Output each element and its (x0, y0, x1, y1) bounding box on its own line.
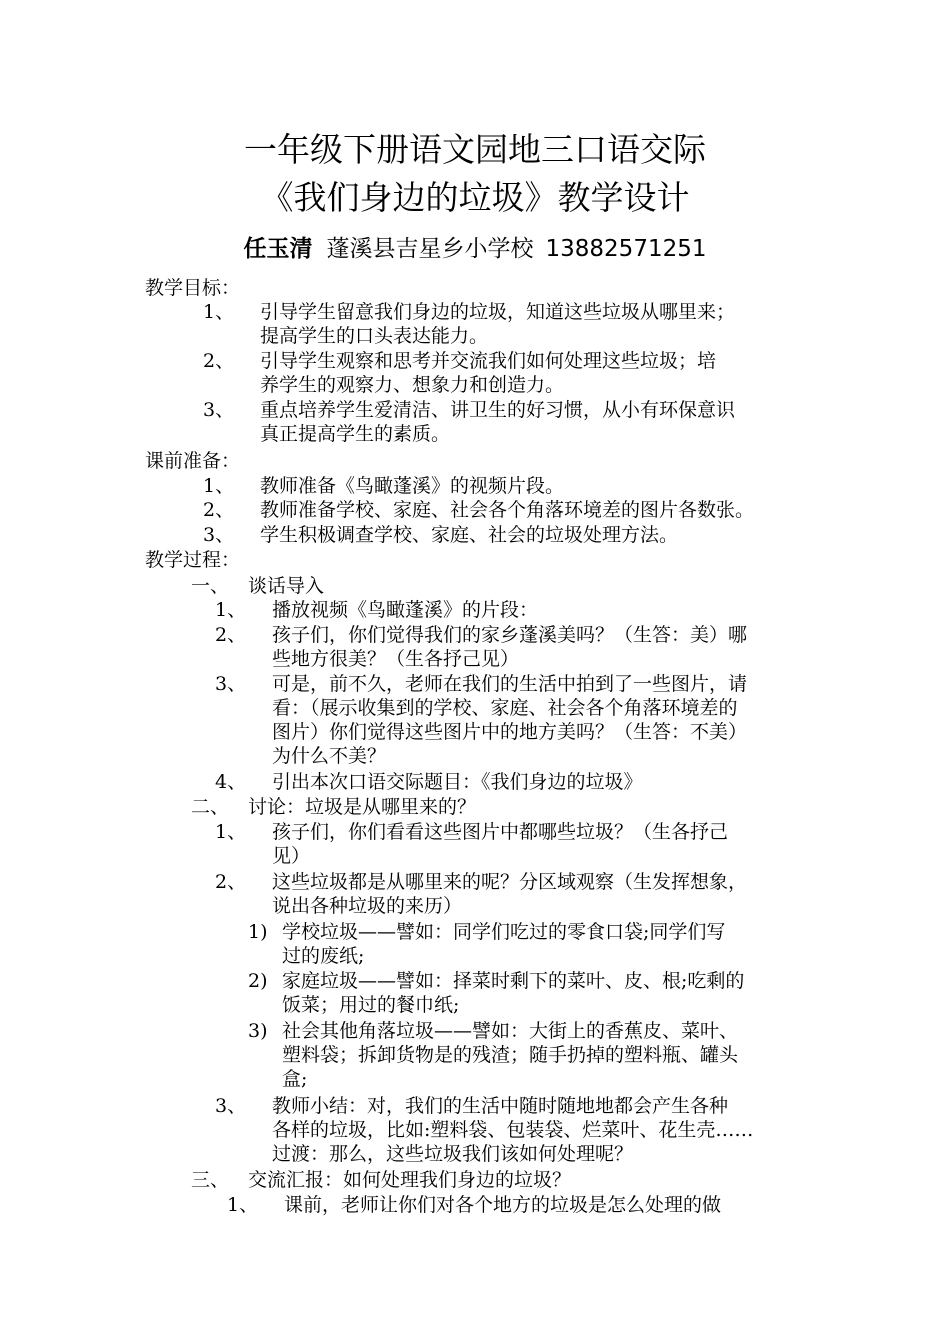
goal-text: 引导学生观察和思考并交流我们如何处理这些垃圾；培 (260, 350, 717, 372)
goal-text: 引导学生留意我们身边的垃圾，知道这些垃圾从哪里来； (260, 301, 736, 323)
document-title-line2: 《我们身边的垃圾》教学设计 (260, 178, 690, 217)
step-text: 孩子们，你们觉得我们的家乡蓬溪美吗？（生答：美）哪 (272, 624, 748, 646)
step-text: 图片）你们觉得这些图片中的地方美吗？（生答：不美） (272, 721, 748, 743)
author-name: 任玉清 (243, 236, 313, 262)
process-heading: 教学过程： (145, 549, 241, 571)
sub-number: 1) (248, 921, 268, 943)
prep-text: 教师准备学校、家庭、社会各个角落环境差的图片各数张。 (260, 499, 755, 521)
step-text: 过渡：那么，这些垃圾我们该如何处理呢？ (272, 1143, 634, 1165)
sub-number: 3) (248, 1020, 268, 1042)
sub-text: 过的废纸; (282, 945, 365, 967)
prep-text: 教师准备《鸟瞰蓬溪》的视频片段。 (260, 475, 565, 497)
sub-text: 社会其他角落垃圾——譬如：大街上的香蕉皮、菜叶、 (282, 1020, 739, 1042)
sub-text: 饭菜；用过的餐巾纸; (282, 994, 460, 1016)
prep-number: 2、 (203, 499, 235, 521)
step-text: 引出本次口语交际题目：《我们身边的垃圾》 (272, 771, 643, 793)
sub-text: 家庭垃圾——譬如：择菜时剩下的菜叶、皮、根;吃剩的 (282, 970, 745, 992)
goal-text: 真正提高学生的素质。 (260, 423, 451, 445)
step-number: 3、 (215, 673, 247, 695)
step-text: 各样的垃圾，比如:塑料袋、包装袋、烂菜叶、花生壳…… (272, 1119, 754, 1141)
goal-number: 1、 (203, 301, 235, 323)
step-text: 这些垃圾都是从哪里来的呢？分区域观察（生发挥想象， (272, 871, 748, 893)
sub-number: 2) (248, 970, 268, 992)
step-number: 4、 (215, 771, 247, 793)
author-school: 蓬溪县吉星乡小学校 (326, 236, 534, 262)
step-number: 1、 (215, 599, 247, 621)
section-number: 一、 (191, 575, 230, 597)
sub-text: 塑料袋；拆卸货物是的残渣；随手扔掉的塑料瓶、罐头 (282, 1044, 739, 1066)
goal-text: 提高学生的口头表达能力。 (260, 325, 489, 347)
goal-text: 重点培养学生爱清洁、讲卫生的好习惯，从小有环保意识 (260, 399, 736, 421)
prep-number: 3、 (203, 524, 235, 546)
goal-text: 养学生的观察力、想象力和创造力。 (260, 374, 565, 396)
section-number: 二、 (191, 796, 230, 818)
step-text: 可是，前不久，老师在我们的生活中拍到了一些图片，请 (272, 673, 748, 695)
author-phone: 13882571251 (545, 236, 707, 262)
step-number: 2、 (215, 871, 247, 893)
step-text: 些地方很美？（生各抒己见） (272, 648, 520, 670)
step-text: 教师小结：对，我们的生活中随时随地地都会产生各种 (272, 1095, 729, 1117)
step-text: 见） (272, 845, 311, 867)
step-number: 1、 (215, 821, 247, 843)
goals-heading: 教学目标： (145, 277, 241, 299)
step-number: 1、 (227, 1194, 259, 1216)
sub-text: 盒; (282, 1068, 308, 1090)
prep-number: 1、 (203, 475, 235, 497)
sub-text: 学校垃圾——譬如：同学们吃过的零食口袋;同学们写 (282, 921, 726, 943)
section-number: 三、 (191, 1169, 230, 1191)
step-number: 3、 (215, 1095, 247, 1117)
step-number: 2、 (215, 624, 247, 646)
goal-number: 2、 (203, 350, 235, 372)
goal-number: 3、 (203, 399, 235, 421)
prep-text: 学生积极调查学校、家庭、社会的垃圾处理方法。 (260, 524, 679, 546)
step-text: 孩子们，你们看看这些图片中都哪些垃圾？（生各抒己 (272, 821, 729, 843)
section-title: 谈话导入 (248, 575, 325, 597)
prep-heading: 课前准备： (145, 450, 241, 472)
document-title-line1: 一年级下册语文园地三口语交际 (244, 130, 706, 169)
section-title: 交流汇报：如何处理我们身边的垃圾？ (248, 1169, 572, 1191)
step-text: 说出各种垃圾的来历） (272, 895, 463, 917)
author-line (0, 234, 950, 264)
section-title: 讨论：垃圾是从哪里来的？ (248, 796, 477, 818)
step-text: 课前，老师让你们对各个地方的垃圾是怎么处理的做 (284, 1194, 722, 1216)
step-text: 为什么不美？ (272, 745, 387, 767)
step-text: 看：（展示收集到的学校、家庭、社会各个角落环境差的 (272, 697, 738, 719)
step-text: 播放视频《鸟瞰蓬溪》的片段： (272, 599, 539, 621)
